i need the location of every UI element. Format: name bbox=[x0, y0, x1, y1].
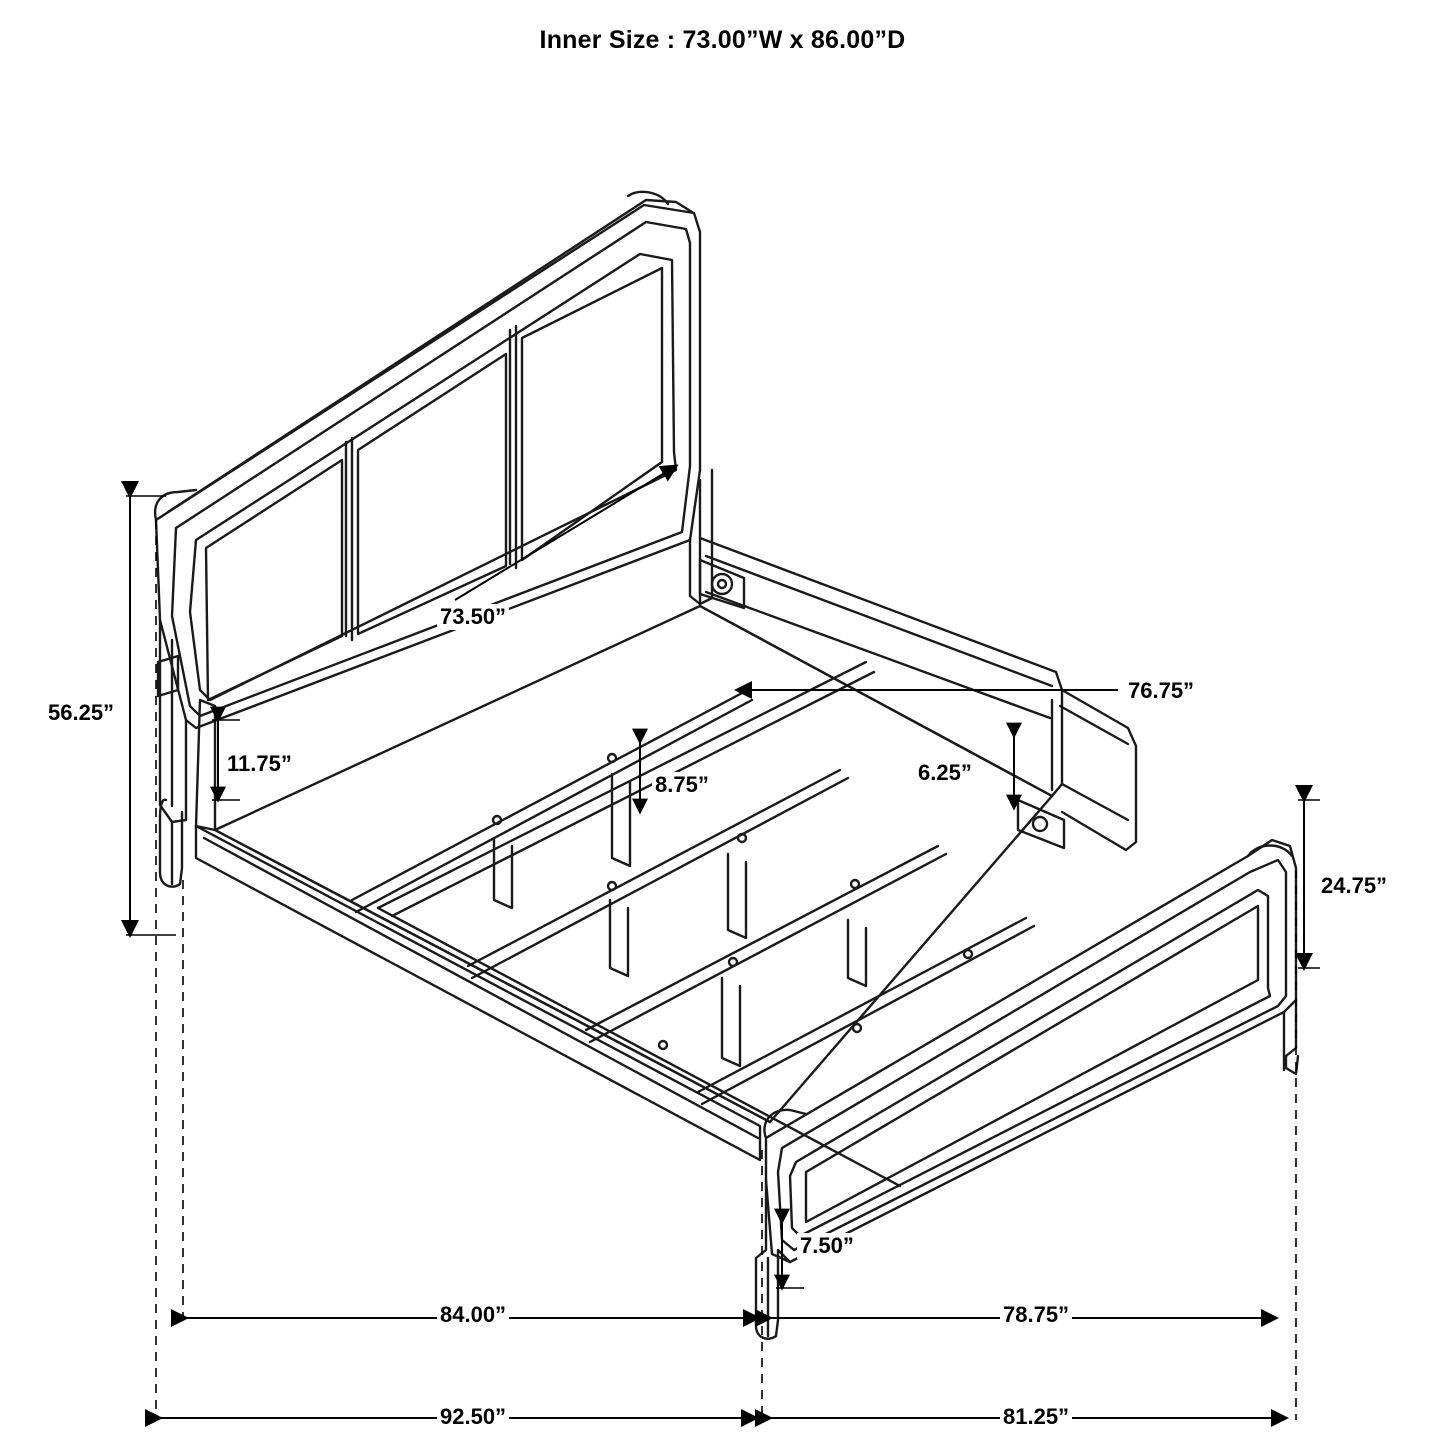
dimension-label-overall-length: 84.00” bbox=[437, 1302, 509, 1328]
dimension-label-rail-height: 6.25” bbox=[915, 760, 975, 786]
dimension-label-footboard-height: 24.75” bbox=[1318, 873, 1390, 899]
dimension-label-footboard-clearance: 7.50” bbox=[797, 1233, 857, 1259]
dimension-label-overall-diagonal-length: 92.50” bbox=[437, 1404, 509, 1430]
dimension-label-slat-clearance: 8.75” bbox=[652, 772, 712, 798]
dimension-label-headboard-inner-width: 73.50” bbox=[437, 604, 509, 630]
dimension-label-deck-to-headboard-gap: 11.75” bbox=[224, 751, 295, 777]
dimension-label-overall-width: 78.75” bbox=[1000, 1302, 1072, 1328]
dimension-label-side-rail-length: 76.75” bbox=[1125, 678, 1197, 704]
dimension-label-overall-diagonal-width: 81.25” bbox=[1000, 1404, 1072, 1430]
dimension-label-headboard-height: 56.25” bbox=[45, 700, 117, 726]
page-title: Inner Size : 73.00”W x 86.00”D bbox=[539, 26, 906, 54]
